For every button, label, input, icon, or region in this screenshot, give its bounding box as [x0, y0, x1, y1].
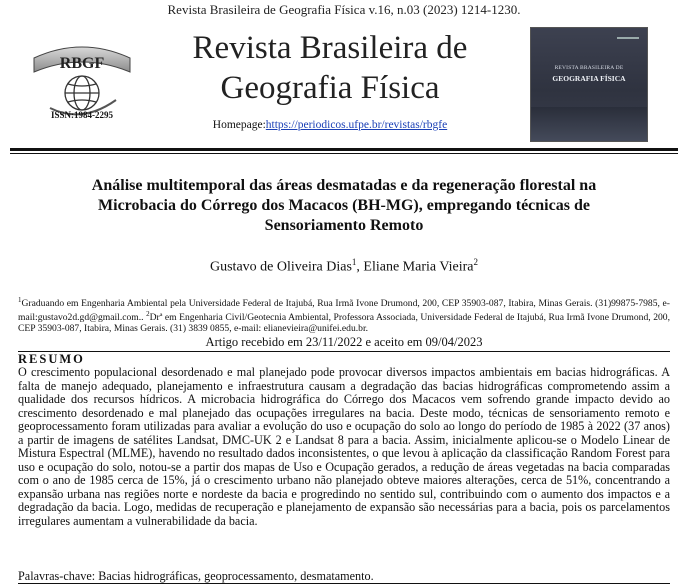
- logo-wordmark: RBGF: [59, 55, 105, 72]
- author-list: [40, 257, 648, 276]
- keywords-line: Palavras-chave: Bacias hidrográficas, geoprocessamento, desmatamento.: [18, 569, 374, 583]
- homepage-line: [150, 119, 510, 131]
- abstract-body: O crescimento populacional desordenado e mal planejado pode provocar diversos impactos ambientais em bacias hidrográficas. A falta de manejo adequado, planejamento e infraestrutura causam a degradação das bacias hidrográficas comprometendo assim a qualidade dos recursos hídricos. A microbacia hidrográfica do Córrego dos Macacos vem sofrendo grande impacto devido ao crescimento desordenado e mal planejado das ocupações irregulares na bacia. Deste modo, técnicas de sensoriamento remoto e geoprocessamento foram utilizadas para avaliar a evolução do uso e ocupação do solo ao longo do período de 1985 à 2022 (37 anos) a partir de imagens de satélites Landsat, DMC-UK 2 e Landsat 8 para a bacia. Assim, inicialmente aplicou-se o Modelo Linear de Mistura Espectral (MLME), havendo no resultado dados inconsistentes, o que levou à aplicação da classificação Random Forest para uso e ocupação do solo, notou-se a partir dos mapas de Uso e Ocupação gerados, a redução de áreas vegetadas na bacia comparadas com o ano de 1985 cerca de 15%, já o crescimento urbano não planejado obteve maiores alterações, cerca de 51%, concentrando a expansão urbana nas regiões norte e nordeste da bacia e progredindo no sentido sul, contribuindo com o aumento dos impactos e a degradação da bacia. Logo, medidas de recuperação e planejamento de expansão são necessárias para a bacia, pois os parcelamentos irregulares aumentam a vulnerabilidade da bacia.: [18, 365, 670, 528]
- author-affiliation-marker: 2: [473, 257, 478, 267]
- header-divider-thick: [10, 148, 678, 151]
- author-affiliation-marker: 1: [351, 257, 357, 267]
- cover-corner-mark: [617, 37, 639, 39]
- abstract-top-rule: [18, 351, 670, 352]
- author-name: Eliane Maria Vieira: [363, 259, 474, 275]
- article-title: [40, 176, 648, 236]
- cover-text-line-2: GEOGRAFIA FÍSICA: [552, 74, 626, 83]
- affiliation-text: Graduando em Engenharia Ambiental pela Universidade Federal de Itajubá, Rua Irmã Ivone Drumond, 200, CEP 35903-087, Itabira, Minas Gerais. (31)99875-7985, e-mail:gustavo2d.gd@gmail.com..: [18, 298, 670, 324]
- homepage-label: Homepage:: [212, 119, 266, 131]
- affiliation-text: Drª em Engenharia Civil/Geotecnia Ambiental, Professora Associada, Universidade Federal de Itajubá, Rua Irmã Ivone Drumond, 200, CEP 35903-087, Itabira, Minas Gerais. (31) 3839 0855, e-mail: elianevieira@unifei.edu.br.: [18, 312, 670, 335]
- journal-title: [150, 28, 510, 108]
- article-title-line-3: Sensoriamento Remoto: [264, 217, 424, 234]
- author-name: Gustavo de Oliveira Dias: [210, 259, 352, 275]
- journal-title-line-2: Geografia Física: [220, 70, 440, 106]
- journal-title-line-1: Revista Brasileira de: [192, 30, 468, 66]
- received-accepted-dates: Artigo recebido em 23/11/2022 e aceito em 09/04/2023: [205, 335, 483, 349]
- header-divider-thin: [10, 153, 678, 154]
- abstract-bottom-rule: [18, 583, 670, 584]
- journal-citation-line: Revista Brasileira de Geografia Física v.16, n.03 (2023) 1214-1230.: [167, 2, 521, 17]
- abstract-heading: RESUMO: [18, 352, 85, 366]
- cover-band: [531, 107, 647, 141]
- cover-text-line-1: REVISTA BRASILEIRA DE: [554, 65, 624, 71]
- issn-label: ISSN:1984-2295: [50, 110, 113, 120]
- article-title-line-2: Microbacia do Córrego dos Macacos (BH-MG), empregando técnicas de: [98, 197, 590, 214]
- affiliations: [18, 295, 670, 334]
- affiliation-marker: 1: [18, 296, 22, 304]
- author-separator: ,: [356, 259, 364, 275]
- globe-icon: [65, 76, 99, 110]
- affiliation-marker: 2: [146, 310, 150, 319]
- journal-cover-thumbnail: [530, 27, 648, 142]
- article-title-line-1: Análise multitemporal das áreas desmatadas e da regeneração florestal na: [91, 177, 597, 194]
- homepage-link[interactable]: https://periodicos.ufpe.br/revistas/rbgfe: [265, 119, 448, 131]
